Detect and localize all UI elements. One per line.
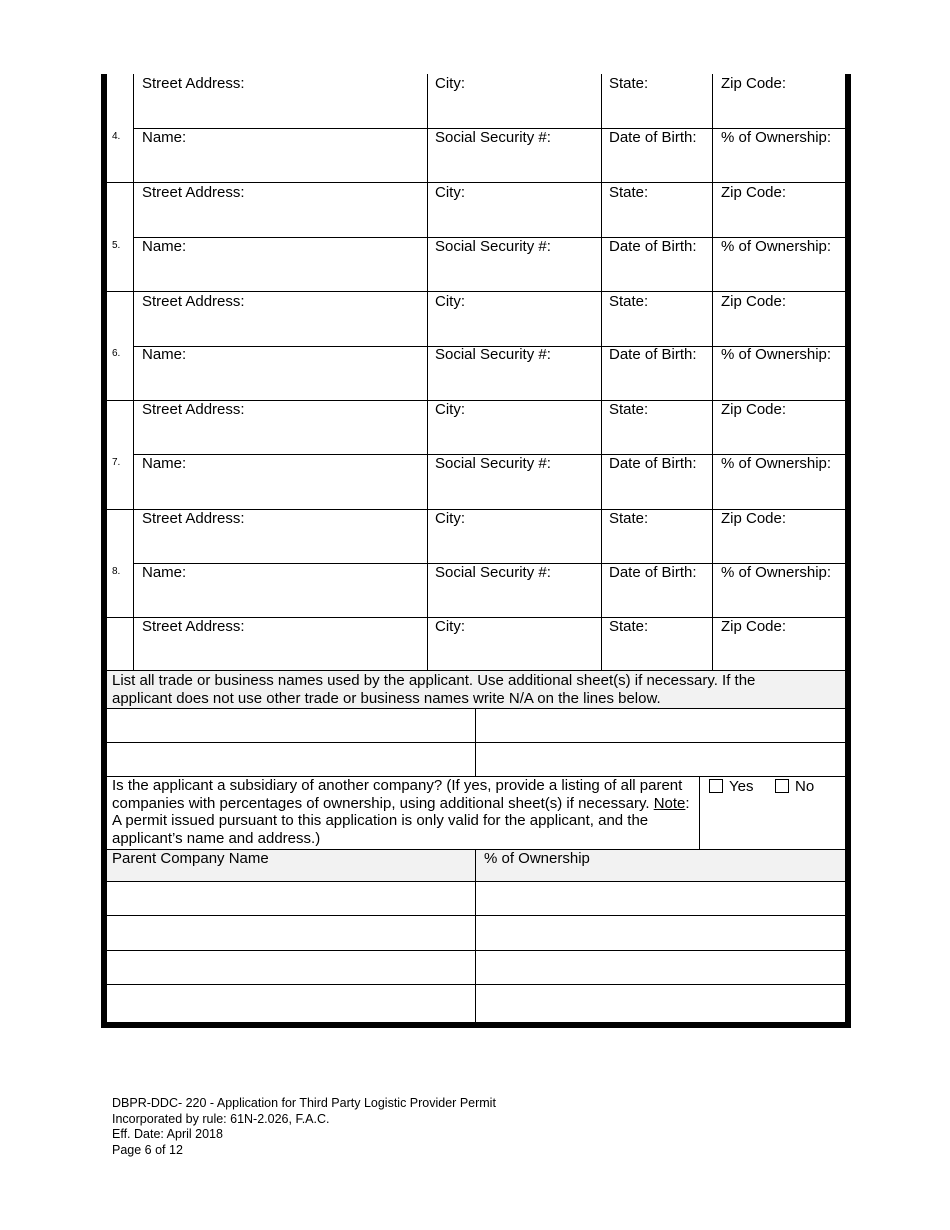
city-label: City:: [435, 75, 465, 92]
state-label: State:: [609, 293, 649, 310]
ownership-percent-header: % of Ownership: [484, 850, 590, 867]
zip-code-label: Zip Code:: [721, 510, 787, 527]
ssn-label: Social Security #:: [435, 129, 551, 146]
street-address-label: Street Address:: [142, 293, 245, 310]
zip-code-label: Zip Code:: [721, 401, 787, 418]
parent-company-name-field[interactable]: [108, 985, 474, 1021]
subsidiary-question-tail: : A permit issued pursuant to this application is only valid for the applicant, and the applicant’s name and address.): [112, 794, 690, 847]
ownership-label: % of Ownership:: [721, 455, 832, 472]
state-column-divider: [601, 74, 602, 670]
row-divider: [107, 291, 845, 292]
number-column-divider: [133, 74, 134, 670]
yes-option[interactable]: [709, 778, 753, 796]
zip-code-label: Zip Code:: [721, 618, 787, 635]
name-label: Name:: [142, 238, 187, 255]
footer-page-number: Page 6 of 12: [112, 1142, 183, 1157]
owner-number: 8.: [112, 566, 121, 577]
state-label: State:: [609, 510, 649, 527]
dob-label: Date of Birth:: [609, 129, 697, 146]
city-label: City:: [435, 401, 465, 418]
zip-code-label: Zip Code:: [721, 75, 787, 92]
name-label: Name:: [142, 346, 187, 363]
form-frame: [101, 74, 851, 1028]
yes-label: Yes: [729, 778, 754, 795]
city-column-divider: [427, 74, 428, 670]
ssn-label: Social Security #:: [435, 455, 551, 472]
state-label: State:: [609, 618, 649, 635]
zip-column-divider: [712, 74, 713, 670]
ownership-percent-field[interactable]: [476, 951, 844, 983]
zip-code-label: Zip Code:: [721, 184, 787, 201]
trade-name-field[interactable]: [476, 709, 844, 741]
trade-name-field[interactable]: [476, 743, 844, 775]
street-address-label: Street Address:: [142, 75, 245, 92]
yes-checkbox[interactable]: [709, 779, 723, 793]
form-inner-border: [106, 74, 846, 1023]
city-label: City:: [435, 510, 465, 527]
parent-company-name-field[interactable]: [108, 951, 474, 983]
zip-code-label: Zip Code:: [721, 293, 787, 310]
yes-no-column-divider: [699, 776, 700, 849]
footer-rule: Incorporated by rule: 61N-2.026, F.A.C.: [112, 1111, 330, 1126]
state-label: State:: [609, 75, 649, 92]
row-divider: [107, 182, 845, 183]
trade-names-instruction: List all trade or business names used by the applicant. Use additional sheet(s) if necessary. If the applicant does not use other trade or business names write N/A on the lines below.: [112, 672, 756, 707]
owner-number: 5.: [112, 240, 121, 251]
street-address-label: Street Address:: [142, 184, 245, 201]
no-checkbox[interactable]: [775, 779, 789, 793]
trade-name-field[interactable]: [108, 709, 474, 741]
state-label: State:: [609, 184, 649, 201]
ownership-label: % of Ownership:: [721, 129, 832, 146]
footer-effective-date: Eff. Date: April 2018: [112, 1127, 223, 1141]
ownership-percent-field[interactable]: [476, 882, 844, 914]
subsidiary-question: [112, 777, 692, 847]
trade-name-field[interactable]: [108, 743, 474, 775]
no-label: No: [795, 778, 815, 795]
city-label: City:: [435, 293, 465, 310]
street-address-label: Street Address:: [142, 510, 245, 527]
ownership-percent-field[interactable]: [476, 985, 844, 1021]
street-address-label: Street Address:: [142, 401, 245, 418]
no-option[interactable]: [775, 778, 814, 796]
form-footer: [112, 1096, 496, 1158]
ownership-label: % of Ownership:: [721, 238, 832, 255]
city-label: City:: [435, 618, 465, 635]
dob-label: Date of Birth:: [609, 346, 697, 363]
footer-form-title: DBPR-DDC- 220 - Application for Third Party Logistic Provider Permit: [112, 1096, 496, 1110]
name-label: Name:: [142, 564, 187, 581]
street-address-label: Street Address:: [142, 618, 245, 635]
ssn-label: Social Security #:: [435, 564, 551, 581]
owner-number: 4.: [112, 131, 121, 142]
name-label: Name:: [142, 129, 187, 146]
ssn-label: Social Security #:: [435, 346, 551, 363]
name-label: Name:: [142, 455, 187, 472]
parent-company-name-field[interactable]: [108, 916, 474, 949]
dob-label: Date of Birth:: [609, 455, 697, 472]
note-label: Note: [653, 794, 686, 812]
parent-company-name-field[interactable]: [108, 882, 474, 914]
city-label: City:: [435, 184, 465, 201]
owner-number: 7.: [112, 457, 121, 468]
parent-company-name-header: Parent Company Name: [112, 850, 269, 867]
dob-label: Date of Birth:: [609, 238, 697, 255]
subsidiary-question-lead: Is the applicant a subsidiary of another company? (If yes, provide a listing of all parent companies with percentages of ownership, using additional sheet(s) if necessary.: [112, 777, 683, 812]
dob-label: Date of Birth:: [609, 564, 697, 581]
ownership-label: % of Ownership:: [721, 346, 832, 363]
state-label: State:: [609, 401, 649, 418]
ssn-label: Social Security #:: [435, 238, 551, 255]
owner-number: 6.: [112, 348, 121, 359]
ownership-label: % of Ownership:: [721, 564, 832, 581]
ownership-percent-field[interactable]: [476, 916, 844, 949]
